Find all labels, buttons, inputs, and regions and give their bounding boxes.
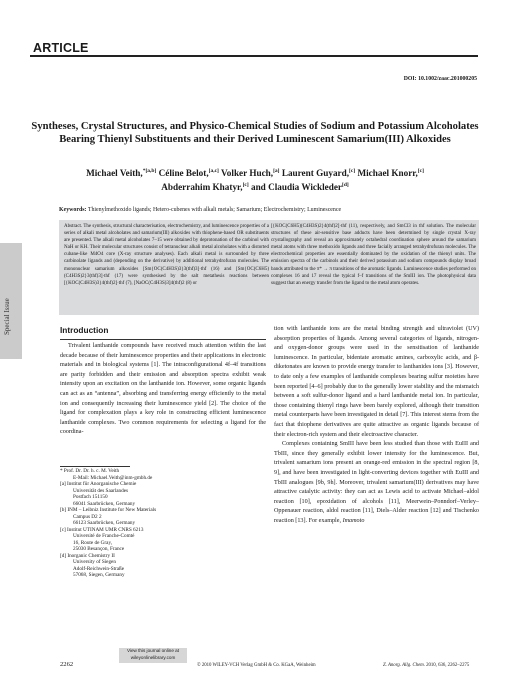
abstract-box [59, 220, 479, 315]
keywords [59, 207, 479, 214]
footnote-line: 57068, Siegen, Germany [73, 572, 125, 578]
copyright: © 2010 WILEY-VCH Verlag GmbH & Co. KGaA, Weinheim [197, 663, 316, 668]
journal-citation [383, 663, 469, 668]
footnote-line: Universität des Saarlandes [73, 487, 129, 494]
footnote-line: [b] INM – Leibniz Institute for New Materials [60, 507, 157, 513]
special-issue-label: Special Issue [3, 298, 11, 335]
page-number: 2262 [60, 661, 74, 668]
footnote-line: [c] Institut UTINAM UMR CNRS 6213 [60, 526, 144, 533]
author-name: Michael Knorr, [357, 168, 418, 179]
footnote-line: 25030 Besançon, France [73, 546, 125, 552]
author-affiliation: [c] [242, 182, 249, 189]
author-name: Abderrahim Khatyr, [161, 182, 243, 193]
wiley-online-link[interactable]: wileyonlinelibrary.com [130, 654, 176, 660]
intro-paragraph: tion with lanthanide ions are the metal binding strength and ultraviolet (UV) absorption properties of ligands. Among several categories of ligands, nitrogen- and oxygen-donor groups were used in the sensitisation of lanthanide luminescence. In particular, bidentate aromatic amines, carboxylic acids, and β-diketonates are known to provide energy transfer to lanthanides ions [3]. However, to date only a few examples of lanthanide complexes bearing sulfur moieties have been reported [4–6] probably due to the generally lower stability and the mismatch between a soft sulfur-donor ligand and a hard lanthanide metal ion. In particular, those containing thienyl rings have been barely explored, although their transition metal counterparts have been investigated in detail [7]. This interest stems from the fact that thiophene derivatives are quite attractive as organic ligands because of their electron-rich system and their electroactive character. [274, 326, 479, 438]
author-affiliation: [d] [342, 182, 349, 189]
intro-paragraph-text: Complexes containing SmIII have been less studied than those with EuIII and TbIII, since they generally exhibit lower intensity for the luminescence. But, trivalent samarium ions present an orange-red emission in the spectral region [8, 9], and have been investigated in light-converting devices together with EuIII and TbIII analogues [9b, 9h]. Moreover, trivalent samarium(III) derivatives may have attractive catalytic activity: they can act as Lewis acid to activate Michael–aldol reaction [10], epoxidation of alcohols [11], Meerwein–Ponndorf–Verley–Oppenauer reaction, aldol reaction [11], Diels–Alder reaction [12] and Tischenko reaction [13]. For example, [274, 441, 479, 524]
footnote-line: University of Siegen [73, 559, 116, 565]
author-list [30, 165, 480, 193]
wiley-online-line: View this journal online at [126, 648, 179, 653]
journal-volume: 2010, 636, 2262–2275 [424, 663, 470, 668]
intro-paragraph: Trivalent lanthanide compounds have received much attention within the last decade because of their luminescence properties and their applications in electronic materials and in biological systems [1]. The intraconfigurational 4f–4f transitions are parity forbidden and their emission and absorption spectra exhibit weak intensity upon an excitation on the lanthanide ion. However, some organic ligands can act as an “antenna”, absorbing and transferring energy efficiently to the metal ion and consequently increasing their luminescence yield [2]. The choice of the ligand for complexation plays a key role in constructing efficient luminescence lanthanide complexes. Two common requirements for selecting a ligand for the coordina- [60, 343, 266, 436]
section-heading-introduction: Introduction [60, 325, 109, 335]
author-name: Céline Belot, [158, 168, 209, 179]
author-affiliation: [a] [273, 168, 280, 174]
footnote-line: Postfach 151150 [73, 494, 108, 500]
doi[interactable]: DOI: 10.1002/zaac.201000205 [403, 76, 477, 82]
article-title: Syntheses, Crystal Structures, and Physico-Chemical Studies of Sodium and Potassium Alcoholates Bearing Thienyl Substituents and their Derived Luminescent Samarium(III) Alkoxides [31, 121, 479, 145]
footnote-line: * Prof. Dr. Dr. h. c. M. Veith [60, 468, 120, 474]
footnote-line: Adolf-Reichwein-Straße [73, 565, 124, 572]
footnote-line: Campus D2 2 [73, 513, 102, 520]
author-name: Volker Huch, [221, 168, 274, 179]
author-name: Laurent Guyard, [281, 168, 350, 179]
section-rule [60, 339, 266, 340]
abstract-right-text: [{KOC(C6H5)(C4H3S)2}4(thf)2]·thf (11), respectively, and SmCl3 in thf solution. The molecular structures of these air-sensitive base adducts have been determined by single crystal X-ray crystallography and reveal an approximately octahedral coordination sphere around the samarium metal atoms with three methoxido ligands and three facially arranged tetrahydrofuran molecules. The electrochemical properties are essentially dominated by the oxidation of the thienyl units. The emission spectra of the carbinols and their derived potassium and sodium compounds display broad bands attributed to the π* → π transitions of the aromatic ligands. Luminescence studies performed on complexes 16 and 17 reveal the typical f–f transitions of the SmIII ion. The photophysical data suggest that an energy transfer from the ligand to the metal atom operates. [271, 224, 476, 286]
footnote-line: [d] Inorganic Chemistry II [60, 552, 115, 559]
author-affiliation: *[a,b] [142, 168, 157, 174]
abstract-right-column [271, 223, 476, 287]
author-affiliation: [c] [417, 168, 424, 174]
abstract-left-column [64, 223, 269, 287]
footnote-line: 16, Route de Gray, [73, 539, 112, 546]
wiley-online-box[interactable] [119, 648, 187, 663]
footnotes [60, 468, 266, 579]
footnote-line: Université de Franche-Comté [73, 533, 135, 539]
footnote-line: E-Mail: Michael.Veith@inm-gmbh.de [73, 474, 153, 481]
header-rule [30, 55, 478, 57]
author-affiliation: [a,c] [208, 168, 219, 174]
body-right-column [274, 325, 479, 526]
author-name: and Claudia Wickleder [250, 182, 343, 193]
body-left-column [60, 342, 266, 438]
keywords-label: Keywords: [59, 207, 87, 213]
article-label: ARTICLE [33, 41, 89, 55]
author-name: Michael Veith, [86, 168, 143, 179]
author-affiliation: [c] [349, 168, 356, 174]
journal-name: Z. Anorg. Allg. Chem. [383, 663, 425, 668]
footnote-rule [60, 466, 130, 467]
footnote-line: 66041 Saarbrücken, Germany [73, 500, 136, 507]
special-issue-tab [0, 243, 22, 359]
keywords-text: Thienylmethoxido ligands; Hetero-cubenes with alkali metals; Samarium; Electrochemistry; Luminescence [87, 207, 342, 213]
intro-paragraph [274, 440, 479, 526]
footnote-line: 66123 Saarbrücken, Germany [73, 520, 136, 526]
footnote-line: [a] Institut für Anorganische Chemie [60, 481, 137, 487]
cited-author: Imamoto [342, 517, 365, 524]
abstract-left-text: Abstract. The synthesis, structural characterisation, electrochemistry, and luminescence properties of a series of alkali metal alcoholates and samarium(III) alkoxides with thiophene-based OR substituents are presented. The alkali metal alcoholates 7–15 were obtained by deprotonation of the carbinol with NaH or KH. Their molecular structures consist of tetranuclear alkali metal alcoholates with a distorted cubane-like M4O4 core (X-ray structure analyses). Each alkali metal is surrounded by three carbinolate ligands and (depending on the derivative) by additional tetrahydrofuran molecules. The mononuclear samarium alkoxides [Sm{OC(C4H3S)3}3(thf)3]·thf (16) and [Sm{OC(C6H5)(C4H3S)2}3(thf)3]·thf (17) were synthesised by the salt metathesis reactions between [{KOC(C4H3S)3}4(thf)2]·thf (7), [NaOC(C4H3S)3]4(thf)2 (8) or [64, 224, 269, 286]
